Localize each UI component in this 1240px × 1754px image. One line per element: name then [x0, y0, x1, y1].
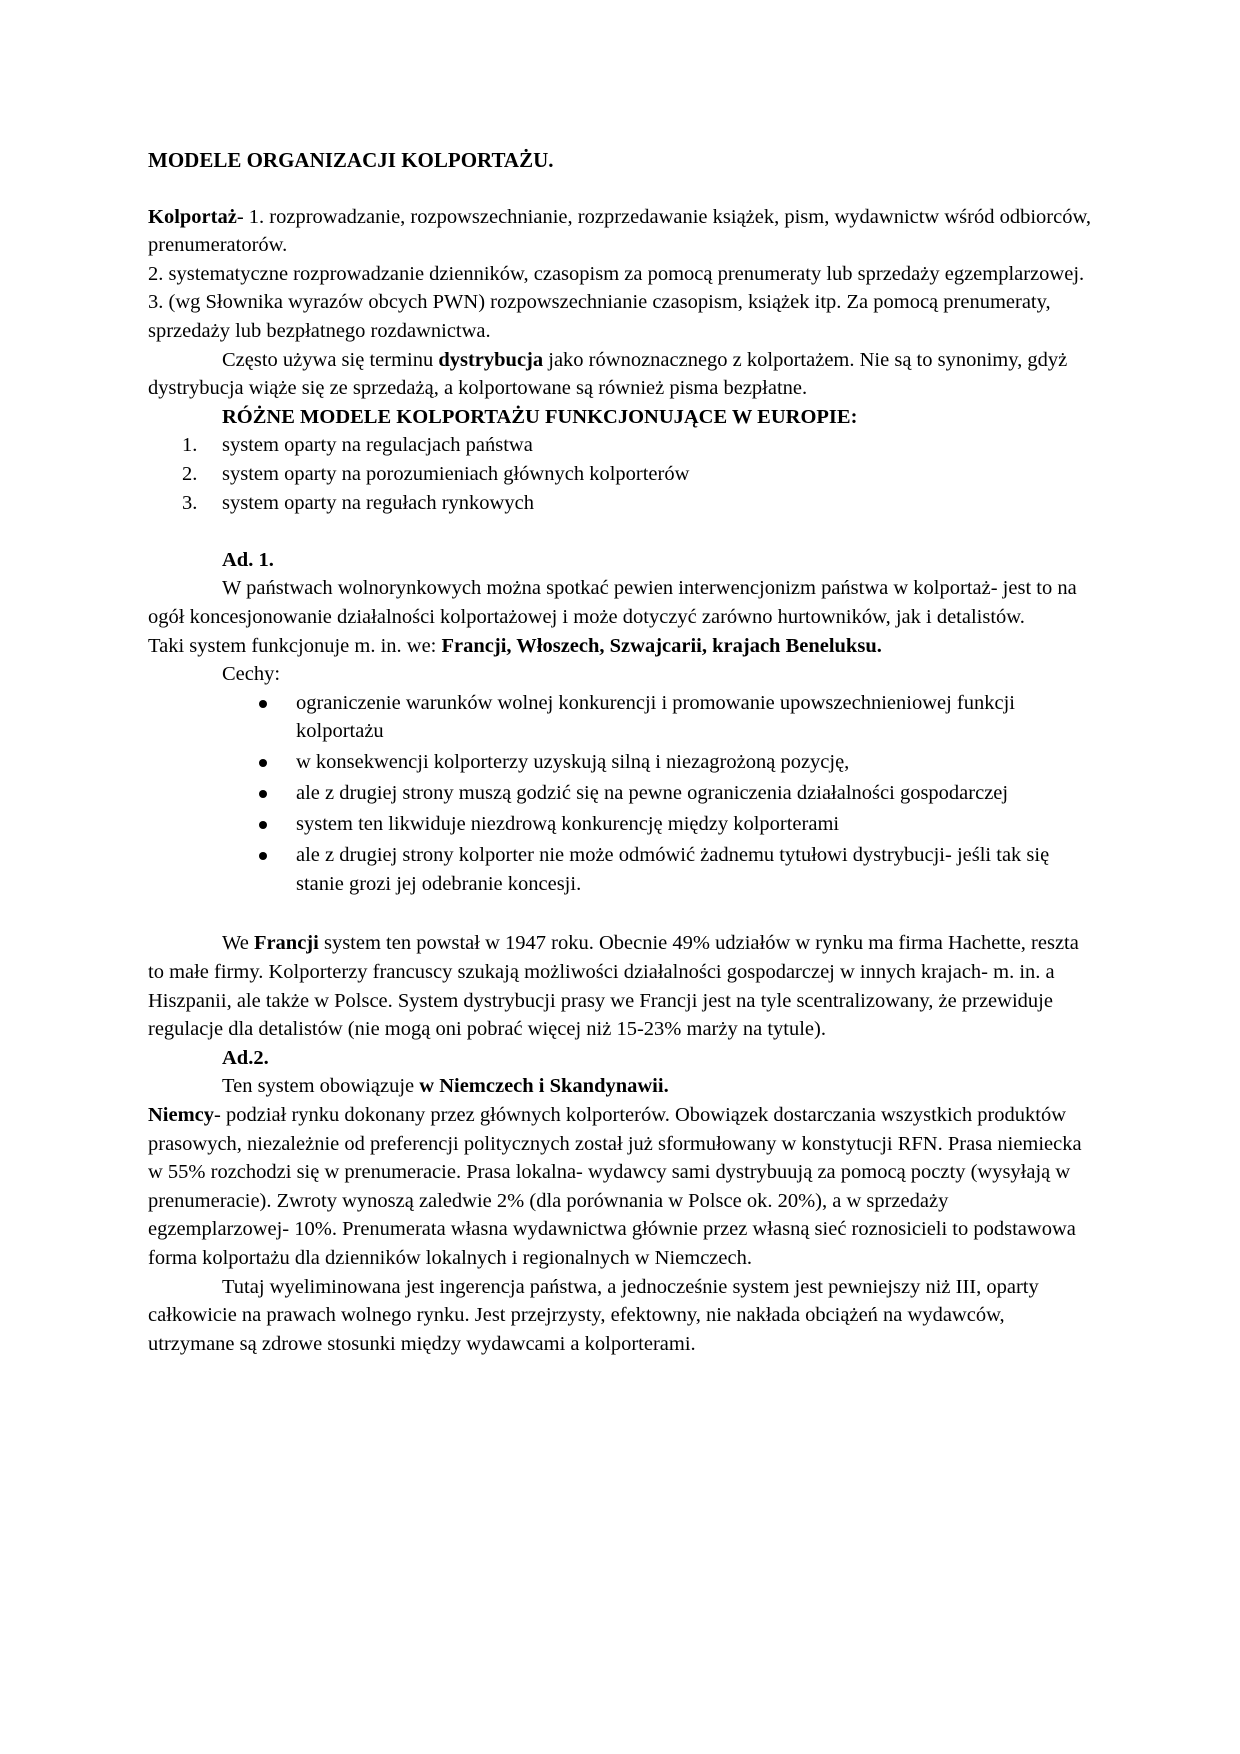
list-item: ale z drugiej strony kolporter nie może odmówić żadnemu tytułowi dystrybucji- jeśli tak się stanie grozi jej odebranie koncesji.: [148, 841, 1092, 898]
countries-list: Francji, Włoszech, Szwajcarii, krajach Beneluksu.: [441, 634, 882, 657]
bullet-icon: [259, 852, 267, 860]
page-title: MODELE ORGANIZACJI KOLPORTAŻU.: [148, 148, 554, 172]
germany-term: Niemcy: [148, 1103, 215, 1126]
ad2-countries: w Niemczech i Skandynawii.: [419, 1075, 669, 1098]
ad1-paragraph: W państwach wolnorynkowych można spotkać pewien interwencjonizm państwa w kolportaż- jest to na ogół koncesjonowanie działalności kolportażowej i może dotyczyć zarówno hurtowników, jak i detalistów.: [148, 577, 1077, 628]
distribution-paragraph: Często używa się terminu dystrybucja jako równoznacznego z kolportażem. Nie są to synonimy, gdyż dystrybucja wiąże się ze sprzedażą, a kolportowane są również pisma bezpłatne.: [148, 348, 1068, 400]
features-label: Cechy:: [222, 663, 281, 686]
ad2-heading: Ad.2.: [222, 1046, 269, 1069]
bullet-icon: [259, 700, 267, 708]
definition-3: 3. (wg Słownika wyrazów obcych PWN) rozpowszechnianie czasopism, książek itp. Za pomocą prenumeraty, sprzedaży lub bezpłatnego rozdawnictwa.: [148, 291, 1051, 342]
list-item: ograniczenie warunków wolnej konkurencji i promowanie upowszechnieniowej funkcji kolportażu: [148, 689, 1092, 746]
document-body: [148, 146, 1092, 1358]
distribution-term: dystrybucja: [438, 348, 544, 371]
list-item: 2. system oparty na porozumieniach głównych kolporterów: [182, 462, 690, 485]
france-term: Francji: [253, 932, 319, 955]
list-item: ale z drugiej strony muszą godzić się na pewne ograniczenia działalności gospodarczej: [148, 779, 1092, 808]
spacer: [148, 517, 1092, 546]
list-item: 3. system oparty na regułach rynkowych: [182, 491, 534, 514]
definition-1: Kolportaż- 1. rozprowadzanie, rozpowszechnianie, rozprzedawanie książek, pism, wydawnictw wśród odbiorców, prenumeratorów.: [148, 205, 1092, 257]
germany-paragraph: Niemcy- podział rynku dokonany przez głównych kolporterów. Obowiązek dostarczania wszystkich produktów prasowych, niezależnie od preferencji politycznych został już sformułowany w konstytucji RFN. Prasa niemiecka w 55% rozchodzi się w prenumeracie. Prasa lokalna- wydawcy sami dystrybuują za pomocą poczty (wysyłają w prenumeracie). Zwroty wynoszą zaledwie 2% (dla porównania w Polsce ok. 20%), a w sprzedaży egzemplarzowej- 10%. Prenumerata własna wydawnictwa głównie przez własną sieć roznosicieli to podstawowa forma kolportażu dla dzienników lokalnych i regionalnych w Niemczech.: [148, 1103, 1082, 1269]
list-item: system ten likwiduje niezdrową konkurencję między kolporterami: [148, 810, 1092, 839]
list-item: w konsekwencji kolporterzy uzyskują silną i niezagrożoną pozycję,: [148, 748, 1092, 777]
spacer: [148, 901, 1092, 930]
ad2-intro: Ten system obowiązuje w Niemczech i Skandynawii.: [222, 1075, 669, 1098]
ad1-countries: Taki system funkcjonuje m. in. we: Francji, Włoszech, Szwajcarii, krajach Beneluksu.: [148, 634, 882, 657]
bullet-icon: [259, 790, 267, 798]
france-paragraph: We Francji system ten powstał w 1947 roku. Obecnie 49% udziałów w rynku ma firma Hachette, reszta to małe firmy. Kolporterzy francuscy szukają możliwości działalności gospodarczej w innych krajach- m. in. a Hiszpanii, ale także w Polsce. System dystrybucji prasy we Francji jest na tyle scentralizowany, że przewiduje regulacje dla detalistów (nie mogą oni pobrać więcej niż 15-23% marży na tytule).: [148, 932, 1079, 1041]
definition-term: Kolportaż: [148, 205, 237, 228]
list-item: 1. system oparty na regulacjach państwa: [182, 434, 533, 457]
definition-2: 2. systematyczne rozprowadzanie dzienników, czasopism za pomocą prenumeraty lub sprzedaży egzemplarzowej.: [148, 262, 1085, 285]
bullet-icon: [259, 821, 267, 829]
features-list: [148, 689, 1092, 899]
closing-paragraph: Tutaj wyeliminowana jest ingerencja państwa, a jednocześnie system jest pewniejszy niż III, oparty całkowicie na prawach wolnego rynku. Jest przejrzysty, efektowny, nie nakłada obciążeń na wydawców, utrzymane są zdrowe stosunki między wydawcami a kolporterami.: [148, 1275, 1039, 1355]
ad1-heading: Ad. 1.: [222, 548, 274, 571]
models-heading: RÓŻNE MODELE KOLPORTAŻU FUNKCJONUJĄCE W EUROPIE:: [222, 405, 858, 428]
bullet-icon: [259, 759, 267, 767]
models-list: [148, 431, 1092, 517]
